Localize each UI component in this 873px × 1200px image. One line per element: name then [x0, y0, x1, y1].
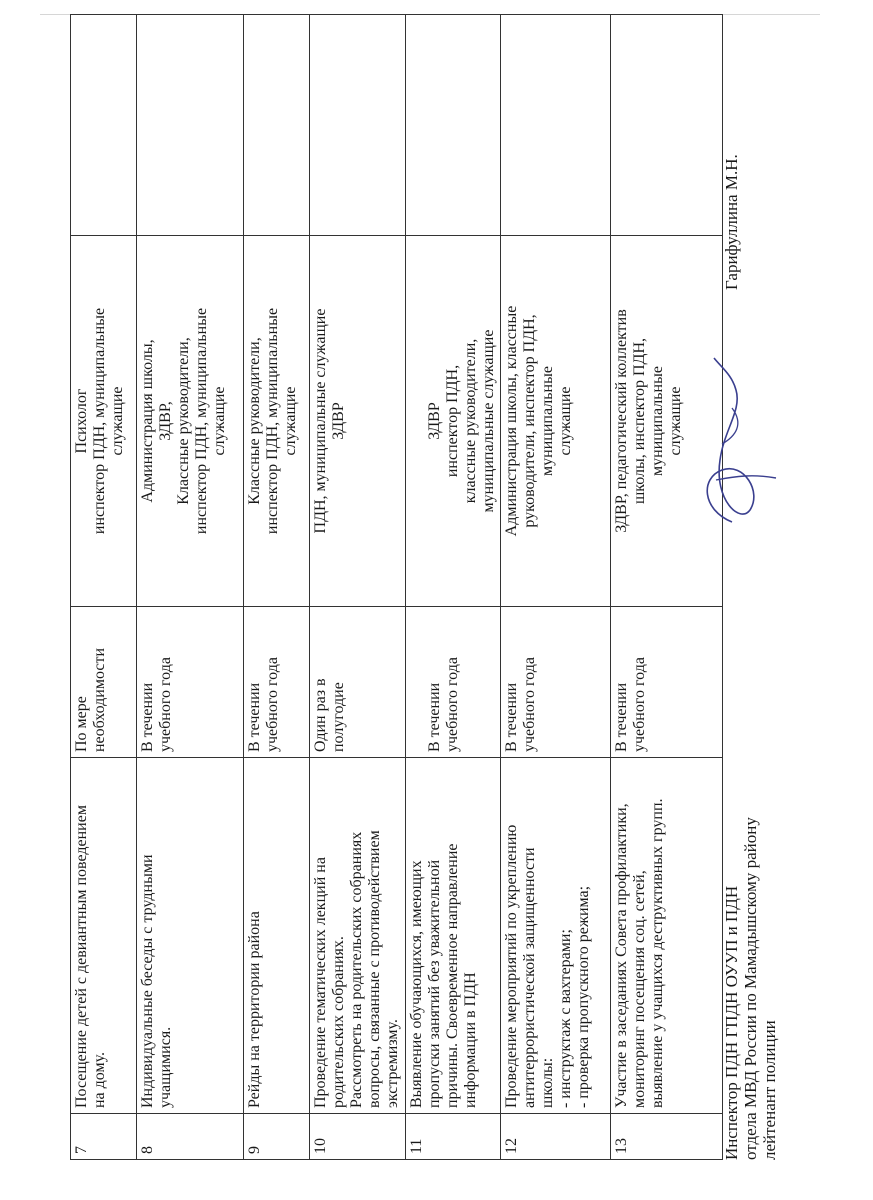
note-cell: [611, 15, 723, 236]
table-row: [611, 15, 723, 1160]
responsible-cell: Классные руководители, инспектор ПДН, муниципальные служащие: [244, 236, 310, 607]
table-row: [310, 15, 406, 1160]
row-number: 9: [244, 1114, 310, 1160]
event-cell: Рейды на территории района: [244, 758, 310, 1114]
rotated-page: [70, 60, 830, 1160]
term-cell: В течении учебного года: [501, 607, 611, 758]
row-number: 13: [611, 1114, 723, 1160]
responsible-cell: ЗДВР, педагогический коллектив школы, инспектор ПДН, муниципальные служащие: [611, 236, 723, 607]
event-cell: Индивидуальные беседы с трудными учащимися.: [137, 758, 244, 1114]
table-row: [406, 15, 501, 1160]
table-row: [501, 15, 611, 1160]
event-cell: Участие в заседаниях Совета профилактики, мониторинг посещения соц. сетей, выявление у учащихся деструктивных групп.: [611, 758, 723, 1114]
note-cell: [71, 15, 137, 236]
term-cell: В течении учебного года: [137, 607, 244, 758]
row-number: 12: [501, 1114, 611, 1160]
term-cell: По мере необходимости: [71, 607, 137, 758]
row-number: 11: [406, 1114, 501, 1160]
event-cell: Проведение тематических лекций на родительских собраниях. Рассмотреть на родительских собраниях вопросы, связанные с противодействием экстремизму.: [310, 758, 406, 1114]
event-cell: Посещение детей с девиантным поведением на дому.: [71, 758, 137, 1114]
row-number: 10: [310, 1114, 406, 1160]
note-cell: [244, 15, 310, 236]
responsible-cell: Психолог инспектор ПДН, муниципальные служащие: [71, 236, 137, 607]
inspector-name: Гарифуллина М.Н.: [722, 154, 741, 290]
inspector-position: Инспектор ПДН ГПДН ОУУП и ПДН отдела МВД России по Мамадышскому району лейтенант полиции: [722, 817, 779, 1160]
responsible-cell: ЗДВР инспектор ПДН, классные руководители, муниципальные служащие: [406, 236, 501, 607]
event-cell: Проведение мероприятий по укреплению антитеррористической защищенности школы: - инструктаж с вахтерами; - проверка пропускного режима;: [501, 758, 611, 1114]
table-row: [244, 15, 310, 1160]
note-cell: [501, 15, 611, 236]
responsible-cell: ПДН, муниципальные служащие ЗДВР: [310, 236, 406, 607]
term-cell: В течении учебного года: [244, 607, 310, 758]
handwritten-signature: [692, 350, 782, 540]
term-cell: Один раз в полугодие: [310, 607, 406, 758]
note-cell: [406, 15, 501, 236]
event-cell: Выявление обучающихся, имеющих пропуски занятий без уважительной причины. Своевременное направление информации в ПДН: [406, 758, 501, 1114]
note-cell: [310, 15, 406, 236]
term-cell: В течении учебного года: [611, 607, 723, 758]
responsible-cell: Администрация школы, классные руководители, инспектор ПДН, муниципальные служащие: [501, 236, 611, 607]
table-row: [71, 15, 137, 1160]
row-number: 7: [71, 1114, 137, 1160]
signature-block: [722, 70, 822, 1160]
table-row: [137, 15, 244, 1160]
note-cell: [137, 15, 244, 236]
responsible-cell: Администрация школы, ЗДВР, Классные руководители, инспектор ПДН, муниципальные служащие: [137, 236, 244, 607]
row-number: 8: [137, 1114, 244, 1160]
events-plan-table: [70, 14, 723, 1160]
term-cell: В течении учебного года: [406, 607, 501, 758]
